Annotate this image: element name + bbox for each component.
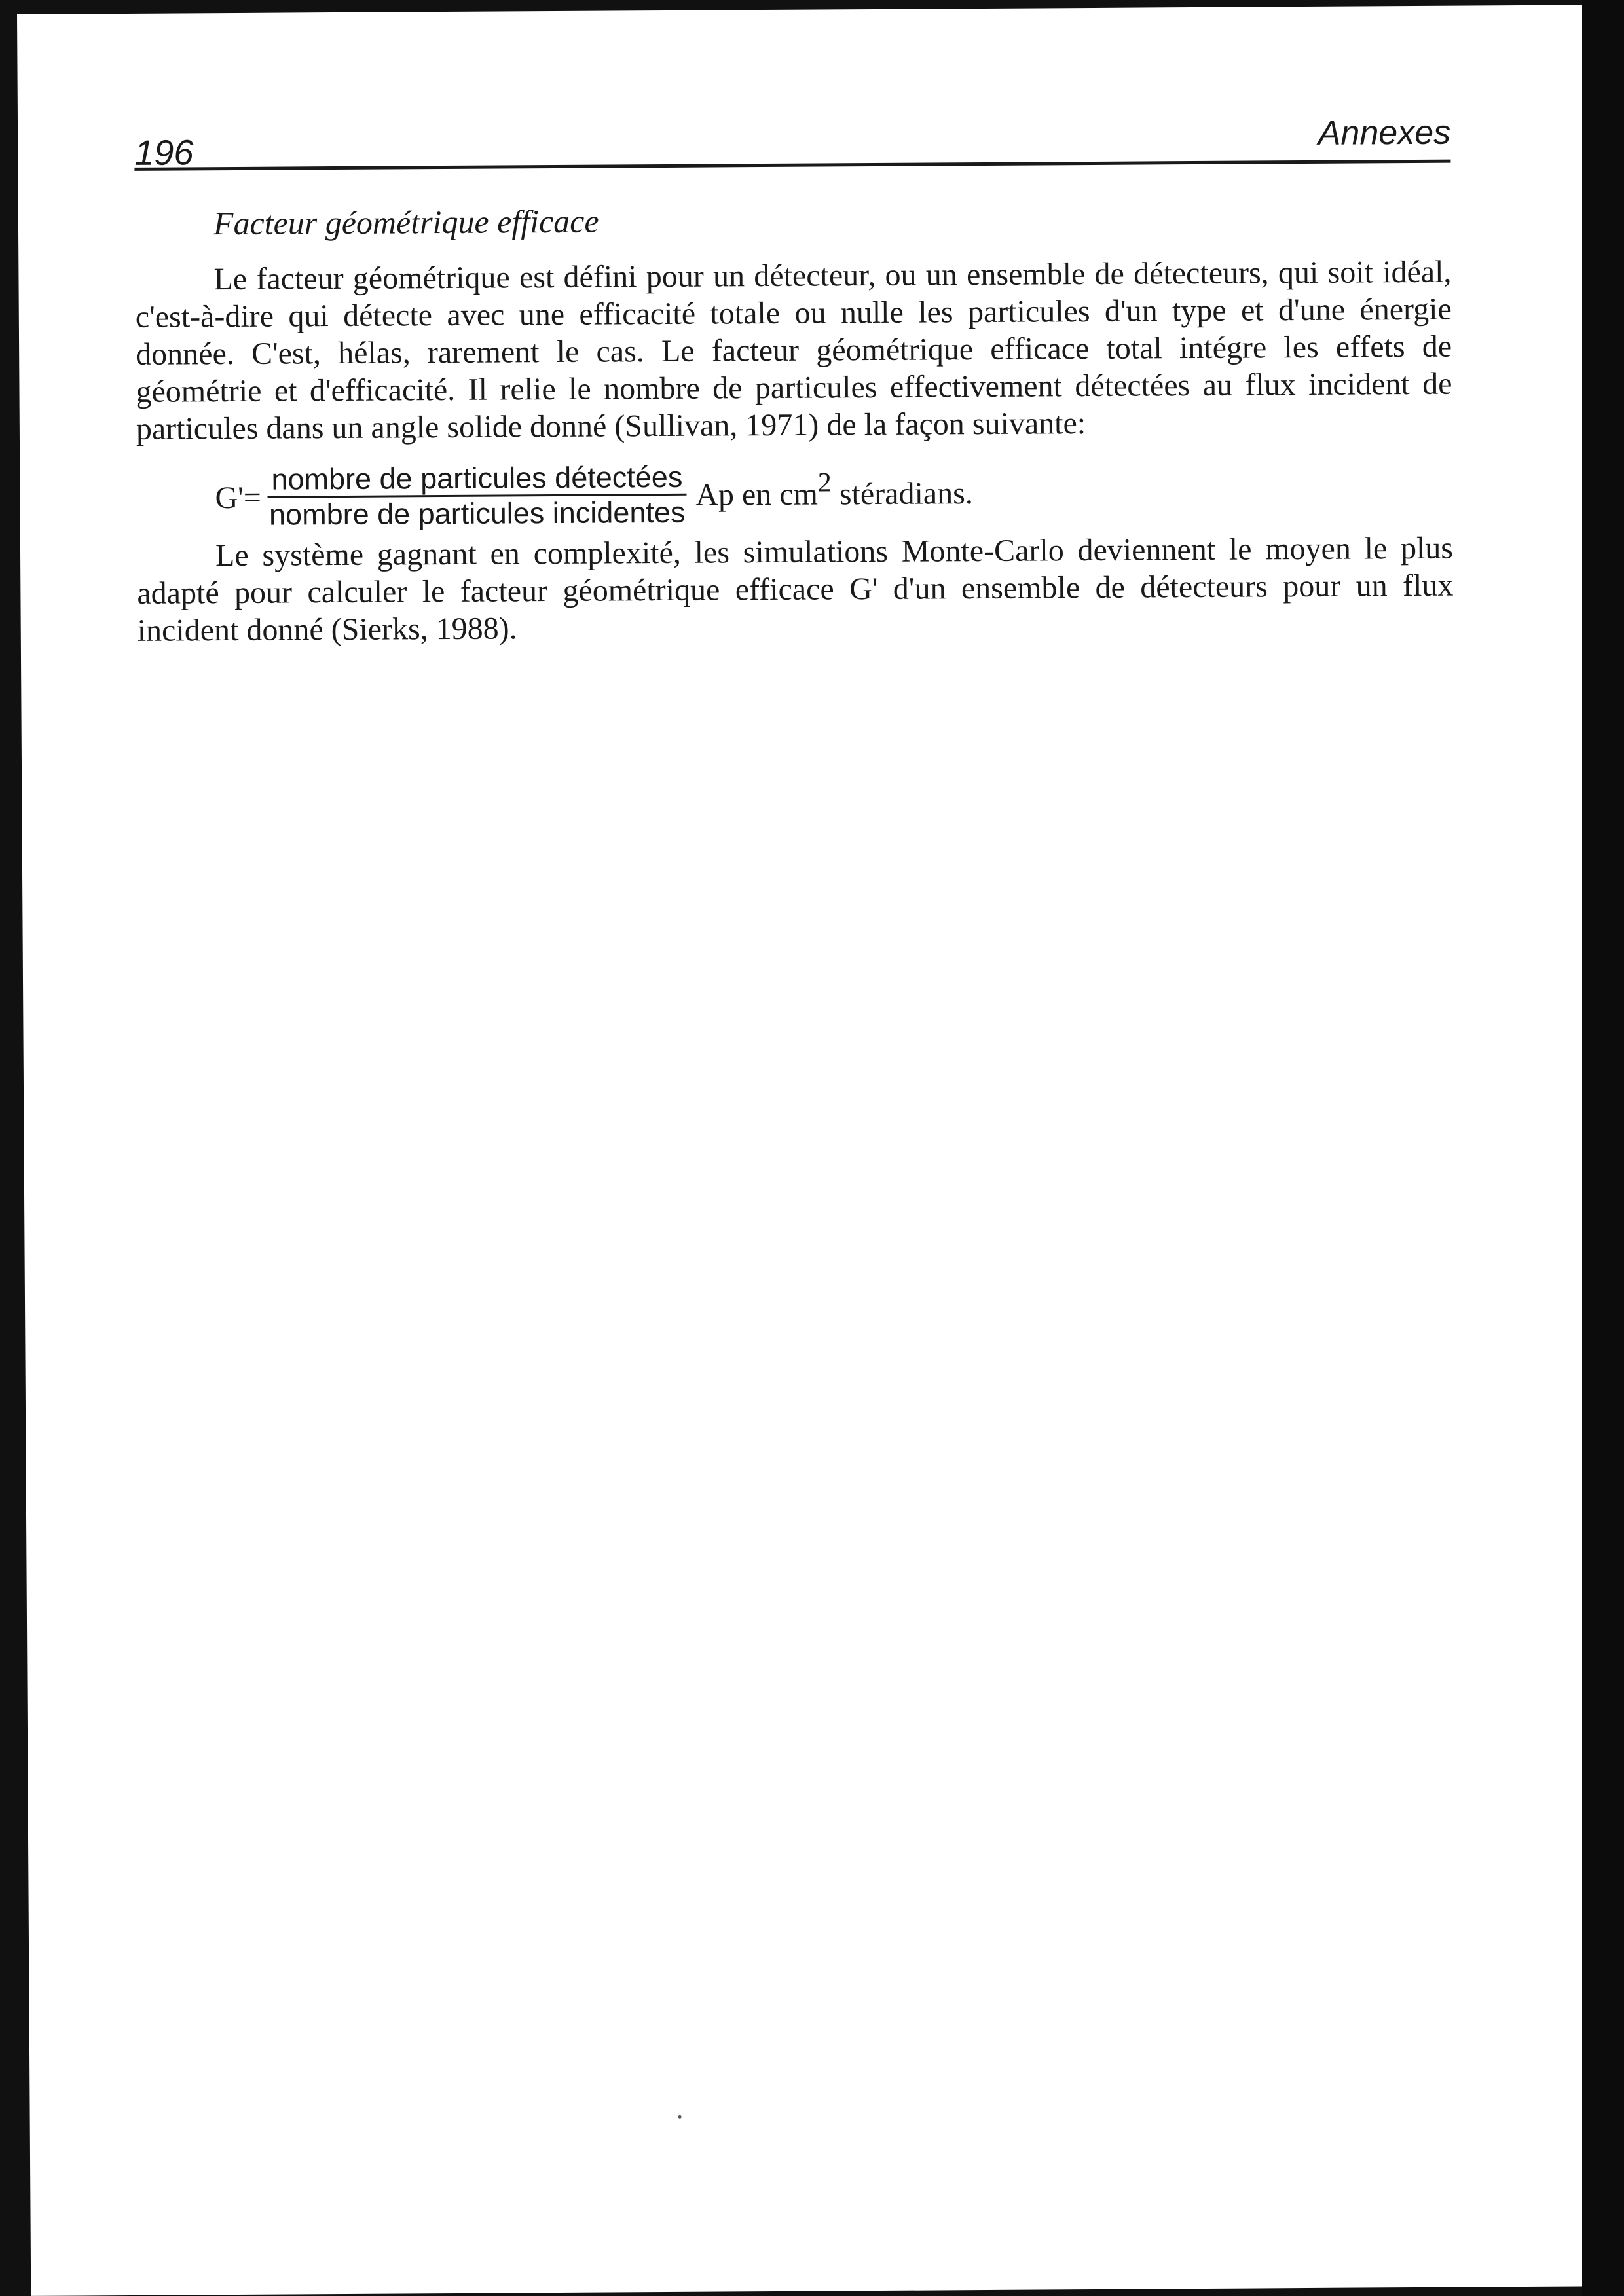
- page-number: 196: [134, 133, 194, 173]
- section-title: Facteur géométrique efficace: [213, 202, 599, 242]
- document-page: [17, 5, 1596, 2296]
- scan-speck: [678, 2115, 682, 2119]
- formula-lhs: G'=: [215, 480, 262, 516]
- page-header: [134, 104, 1451, 171]
- paragraph-monte-carlo: Le système gagnant en complexité, les simulations Monte-Carlo deviennent le moyen le plus adapté pour calculer le facteur géométrique efficace G' d'un ensemble de détecteurs pour un flux incident donné (Sierks, 1988).: [137, 530, 1454, 648]
- scan-border: [1582, 0, 1624, 2296]
- formula-exponent: 2: [817, 467, 832, 498]
- formula-factor: Ap en cm: [695, 477, 819, 513]
- header-rule: [134, 160, 1450, 171]
- formula-numerator: nombre de particules détectées: [267, 461, 686, 498]
- formula: [215, 459, 973, 532]
- formula-fraction: [265, 461, 690, 532]
- formula-denominator: nombre de particules incidentes: [268, 495, 686, 532]
- formula-unit: [695, 467, 973, 513]
- paragraph-definition: Le facteur géométrique est défini pour un détecteur, ou un ensemble de détecteurs, qui soit idéal, c'est-à-dire qui détecte avec une efficacité totale ou nulle les particules d'un type et d'une énergie donnée. C'est, hélas, rarement le cas. Le facteur géométrique efficace total intégre les effets de géométrie et d'efficacité. Il relie le nombre de particules effectivement détectées au flux incident de particules dans un angle solide donné (Sullivan, 1971) de la façon suivante:: [135, 254, 1452, 446]
- running-head: Annexes: [1318, 113, 1451, 153]
- formula-unit-rest: stéradians.: [831, 476, 973, 512]
